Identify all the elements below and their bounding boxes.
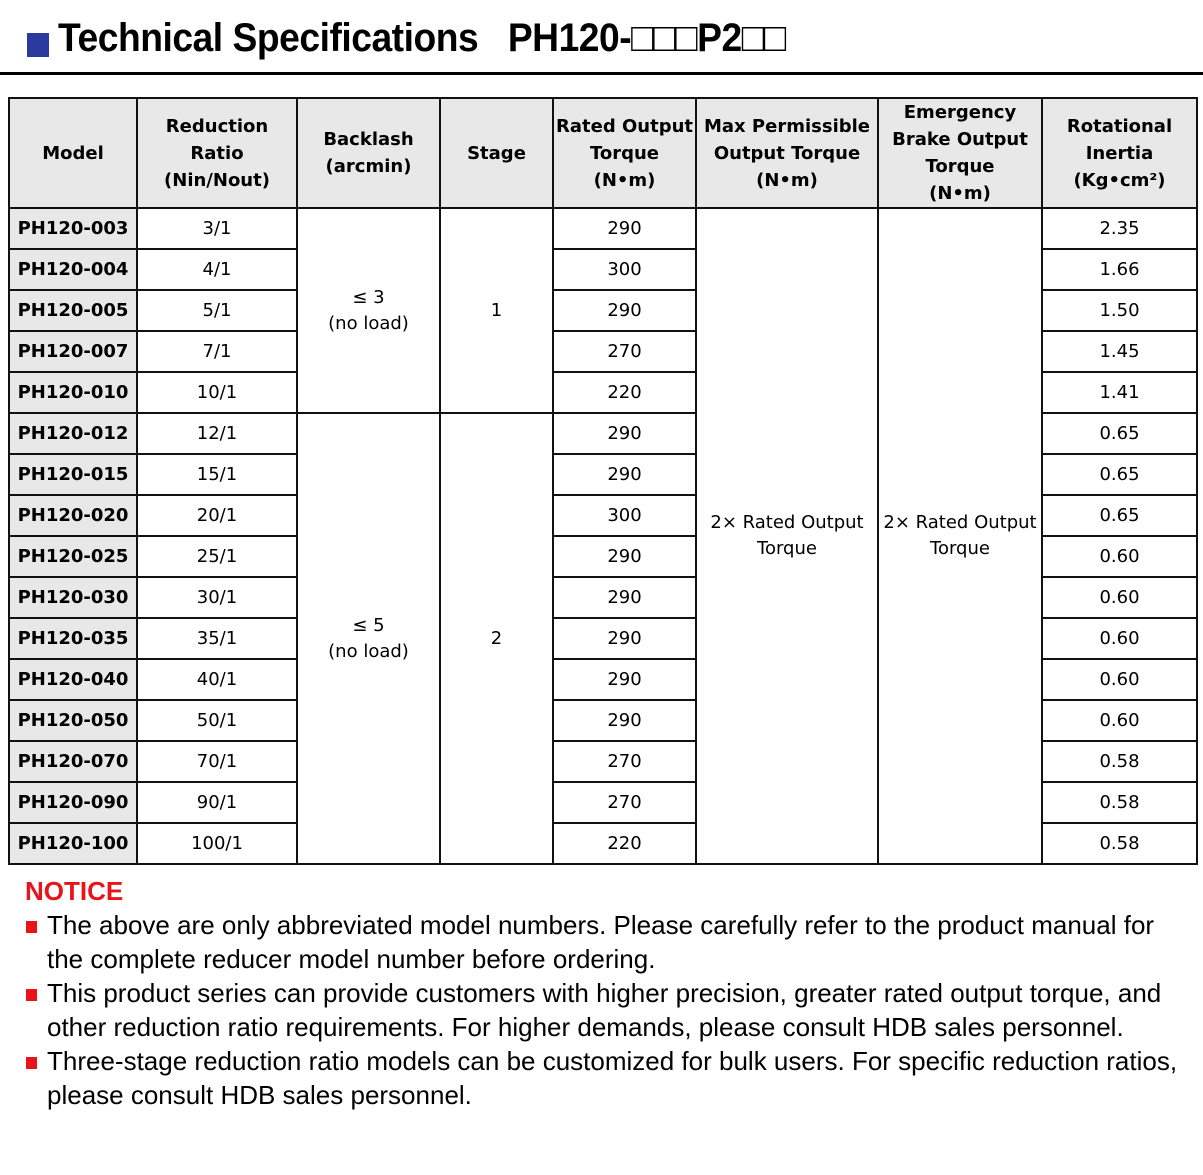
red-square-bullet-icon: [26, 989, 37, 1001]
ratio-cell: 7/1: [137, 331, 297, 372]
rated-torque-cell: 290: [553, 618, 696, 659]
ratio-cell: 3/1: [137, 208, 297, 249]
inertia-cell: 0.60: [1042, 700, 1197, 741]
model-cell: PH120-003: [9, 208, 137, 249]
model-cell: PH120-007: [9, 331, 137, 372]
model-cell: PH120-025: [9, 536, 137, 577]
inertia-cell: 0.58: [1042, 741, 1197, 782]
header-max-permissible-torque: Max Permissible Output Torque (N•m): [696, 98, 878, 208]
title-square-icon: [27, 33, 49, 57]
inertia-cell: 0.58: [1042, 782, 1197, 823]
header-rotational-inertia: Rotational Inertia (Kg•cm²): [1042, 98, 1197, 208]
rated-torque-cell: 300: [553, 249, 696, 290]
title-bar: [0, 0, 1203, 76]
inertia-cell: 1.66: [1042, 249, 1197, 290]
model-cell: PH120-020: [9, 495, 137, 536]
red-square-bullet-icon: [26, 1057, 37, 1069]
header-model: Model: [9, 98, 137, 208]
model-cell: PH120-015: [9, 454, 137, 495]
ratio-cell: 35/1: [137, 618, 297, 659]
rated-torque-cell: 270: [553, 741, 696, 782]
max-torque-cell: 2× Rated Output Torque: [696, 208, 878, 864]
rated-torque-cell: 290: [553, 454, 696, 495]
model-cell: PH120-090: [9, 782, 137, 823]
header-reduction-ratio: Reduction Ratio (Nin/Nout): [137, 98, 297, 208]
ratio-cell: 4/1: [137, 249, 297, 290]
rated-torque-cell: 290: [553, 700, 696, 741]
inertia-cell: 0.60: [1042, 618, 1197, 659]
model-cell: PH120-035: [9, 618, 137, 659]
ratio-cell: 5/1: [137, 290, 297, 331]
rated-torque-cell: 270: [553, 782, 696, 823]
ratio-cell: 20/1: [137, 495, 297, 536]
stage-cell-1: 1: [440, 208, 553, 413]
ratio-cell: 50/1: [137, 700, 297, 741]
rated-torque-cell: 290: [553, 413, 696, 454]
rated-torque-cell: 290: [553, 208, 696, 249]
page-title: Technical Specifications PH120-□□□P2□□: [58, 16, 786, 60]
rated-torque-cell: 290: [553, 577, 696, 618]
ratio-cell: 100/1: [137, 823, 297, 864]
red-square-bullet-icon: [26, 921, 37, 933]
brake-torque-cell: 2× Rated Output Torque: [878, 208, 1042, 864]
inertia-cell: 2.35: [1042, 208, 1197, 249]
rated-torque-cell: 300: [553, 495, 696, 536]
rated-torque-cell: 290: [553, 290, 696, 331]
notice-item: The above are only abbreviated model numbers. Please carefully refer to the product manual for the complete reducer model number before ordering.: [25, 908, 1185, 976]
notice-title: NOTICE: [25, 876, 124, 906]
header-rated-output-torque: Rated Output Torque (N•m): [553, 98, 696, 208]
model-cell: PH120-050: [9, 700, 137, 741]
notice-list: [25, 908, 1185, 1112]
rated-torque-cell: 290: [553, 536, 696, 577]
model-cell: PH120-070: [9, 741, 137, 782]
inertia-cell: 0.58: [1042, 823, 1197, 864]
inertia-cell: 1.45: [1042, 331, 1197, 372]
header-backlash: Backlash (arcmin): [297, 98, 440, 208]
rated-torque-cell: 290: [553, 659, 696, 700]
inertia-cell: 0.60: [1042, 536, 1197, 577]
inertia-cell: 0.60: [1042, 577, 1197, 618]
ratio-cell: 15/1: [137, 454, 297, 495]
backlash-cell-stage1: ≤ 3 (no load): [297, 208, 440, 413]
model-cell: PH120-010: [9, 372, 137, 413]
model-cell: PH120-004: [9, 249, 137, 290]
rated-torque-cell: 220: [553, 823, 696, 864]
inertia-cell: 0.65: [1042, 454, 1197, 495]
table-row: [9, 208, 1197, 249]
inertia-cell: 0.60: [1042, 659, 1197, 700]
model-cell: PH120-005: [9, 290, 137, 331]
notice-item: Three-stage reduction ratio models can be customized for bulk users. For specific reduction ratios, please consult HDB sales personnel.: [25, 1044, 1185, 1112]
notice-section: [25, 874, 1185, 1112]
inertia-cell: 0.65: [1042, 413, 1197, 454]
backlash-cell-stage2: ≤ 5 (no load): [297, 413, 440, 864]
ratio-cell: 90/1: [137, 782, 297, 823]
spec-table: [8, 97, 1198, 865]
stage-cell-2: 2: [440, 413, 553, 864]
ratio-cell: 12/1: [137, 413, 297, 454]
ratio-cell: 40/1: [137, 659, 297, 700]
inertia-cell: 1.41: [1042, 372, 1197, 413]
table-header-row: [9, 98, 1197, 208]
rated-torque-cell: 220: [553, 372, 696, 413]
notice-item: This product series can provide customers with higher precision, greater rated output torque, and other reduction ratio requirements. For higher demands, please consult HDB sales personnel.: [25, 976, 1185, 1044]
header-stage: Stage: [440, 98, 553, 208]
model-cell: PH120-012: [9, 413, 137, 454]
inertia-cell: 0.65: [1042, 495, 1197, 536]
header-emergency-brake-torque: Emergency Brake Output Torque (N•m): [878, 98, 1042, 208]
model-cell: PH120-100: [9, 823, 137, 864]
ratio-cell: 30/1: [137, 577, 297, 618]
model-cell: PH120-030: [9, 577, 137, 618]
rated-torque-cell: 270: [553, 331, 696, 372]
inertia-cell: 1.50: [1042, 290, 1197, 331]
ratio-cell: 10/1: [137, 372, 297, 413]
ratio-cell: 25/1: [137, 536, 297, 577]
ratio-cell: 70/1: [137, 741, 297, 782]
title-divider: [0, 72, 1203, 75]
model-cell: PH120-040: [9, 659, 137, 700]
